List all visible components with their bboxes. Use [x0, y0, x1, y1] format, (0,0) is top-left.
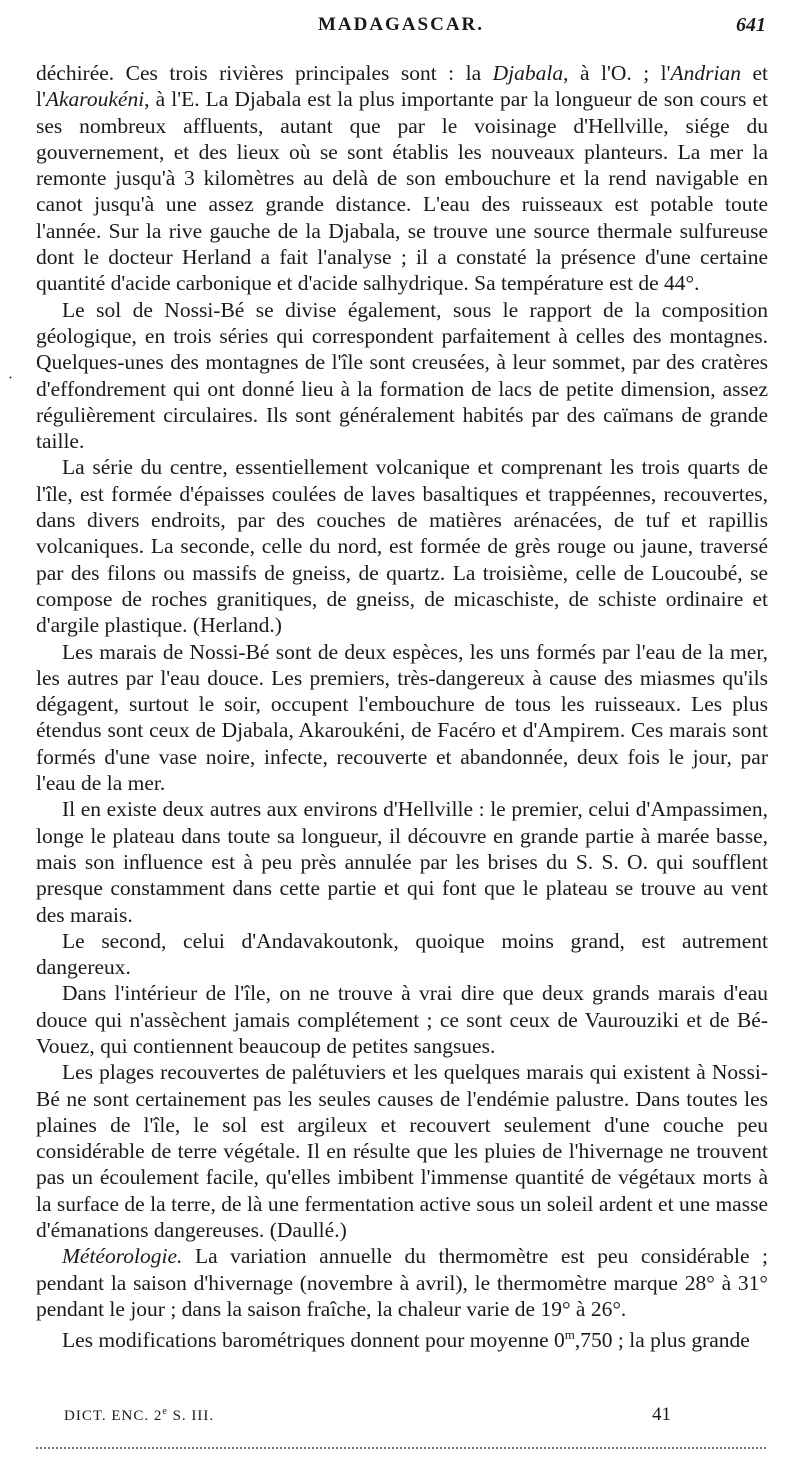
paragraph: Les plages recouvertes de palétuviers et les quelques marais qui existent à Nossi-Bé ne sont certainement pas les seules causes de l'endémie palustre. Dans toutes les plaines de l'île, le sol est argileux et recouvert seulement d'une couche peu considérable de terre végétale. Il en résulte que les pluies de l'hivernage ne trouvent pas un écoulement facile, qu'elles imbibent l'immense quantité de végétaux morts à la surface de la terre, de là une fermentation active sous un soleil ardent et une masse d'émanations dangereuses. (Daullé.) [36, 1060, 768, 1243]
running-title: MADAGASCAR. [317, 14, 485, 35]
paragraph: Dans l'intérieur de l'île, on ne trouve à vrai dire que deux grands marais d'eau douce qui n'assèchent jamais complétement ; ce sont ceux de Vaurouziki et de Bé-Vouez, qui contiennent beaucoup de petites sangsues. [36, 981, 768, 1058]
margin-mark: · [8, 368, 14, 387]
signature-mark: DICT. ENC. 2e S. III. [64, 1406, 215, 1424]
body-text [36, 60, 768, 1354]
paragraph: Le second, celui d'Andavakoutonk, quoique moins grand, est autrement dangereux. [36, 928, 768, 980]
page-footer [64, 1406, 704, 1436]
page-number: 641 [736, 14, 766, 36]
bottom-dotted-rule [36, 1447, 766, 1449]
paragraph: Il en existe deux autres aux environs d'Hellville : le premier, celui d'Ampassimen, longe le plateau dans toute sa longueur, il découvre en grande partie à marée basse, mais son influence est à peu près annulée par les brises du S. S. O. qui soufflent presque constamment dans cette partie et qui font que le plateau se trouve au vent des marais. [36, 797, 768, 927]
paragraph: déchirée. Ces trois rivières principales sont : la Djabala, à l'O. ; l'Andrian et l'Akaroukéni, à l'E. La Djabala est la plus importante par la longueur de son cours et ses nombreux affluents, autant que par le voisinage d'Hellville, siége du gouvernement, et des lieux où se sont établis les nouveaux planteurs. La mer la remonte jusqu'à 3 kilomètres au delà de son embouchure et la rend navigable en canot jusqu'à une assez grande distance. L'eau des ruisseaux est potable toute l'année. Sur la rive gauche de la Djabala, se trouve une source thermale sulfureuse dont le docteur Herland a fait l'analyse ; il a constaté la présence d'une certaine quantité d'acide carbonique et d'acide salhydrique. Sa température est de 44°. [36, 61, 768, 296]
paragraph: Les marais de Nossi-Bé sont de deux espèces, les uns formés par l'eau de la mer, les autres par l'eau douce. Les premiers, très-dangereux à cause des miasmes qu'ils dégagent, surtout le soir, occupent l'embouchure de tous les ruisseaux. Les plus étendus sont ceux de Djabala, Akaroukéni, de Facéro et d'Ampirem. Ces marais sont formés d'une vase noire, infecte, recouverte et abandonnée, deux fois le jour, par l'eau de la mer. [36, 639, 768, 796]
paragraph: La série du centre, essentiellement volcanique et comprenant les trois quarts de l'île, est formée d'épaisses coulées de laves basaltiques et trappéennes, recouvertes, dans divers endroits, par des couches de matières arénacées, de tuf et rapillis volcaniques. La seconde, celle du nord, est formée de grès rouge ou jaune, traversé par des filons ou massifs de gneiss, de quartz. La troisième, celle de Loucoubé, se compose de roches granitiques, de gneiss, de micaschiste, de schiste ordinaire et d'argile plastique. (Herland.) [36, 455, 768, 638]
paragraph: Le sol de Nossi-Bé se divise également, sous le rapport de la composition géologique, en trois séries qui correspondent parfaitement à celles des montagnes. Quelques-unes des montagnes de l'île sont creusées, à leur sommet, par des cratères d'effondrement qui ont donné lieu à la formation de lacs de petite dimension, assez régulièrement circulaires. Ils sont généralement habités par des caïmans de grande taille. [36, 297, 768, 454]
running-header [36, 6, 766, 42]
paragraph: Les modifications barométriques donnent pour moyenne 0$^m$,750 ; la plus grande [62, 1327, 750, 1353]
sheet-number: 41 [652, 1404, 671, 1425]
paragraph: Météorologie. La variation annuelle du thermomètre est peu considérable ; pendant la saison d'hivernage (novembre à avril), le thermomètre marque 28° à 31° pendant le jour ; dans la saison fraîche, la chaleur varie de 19° à 26°. [36, 1244, 768, 1321]
